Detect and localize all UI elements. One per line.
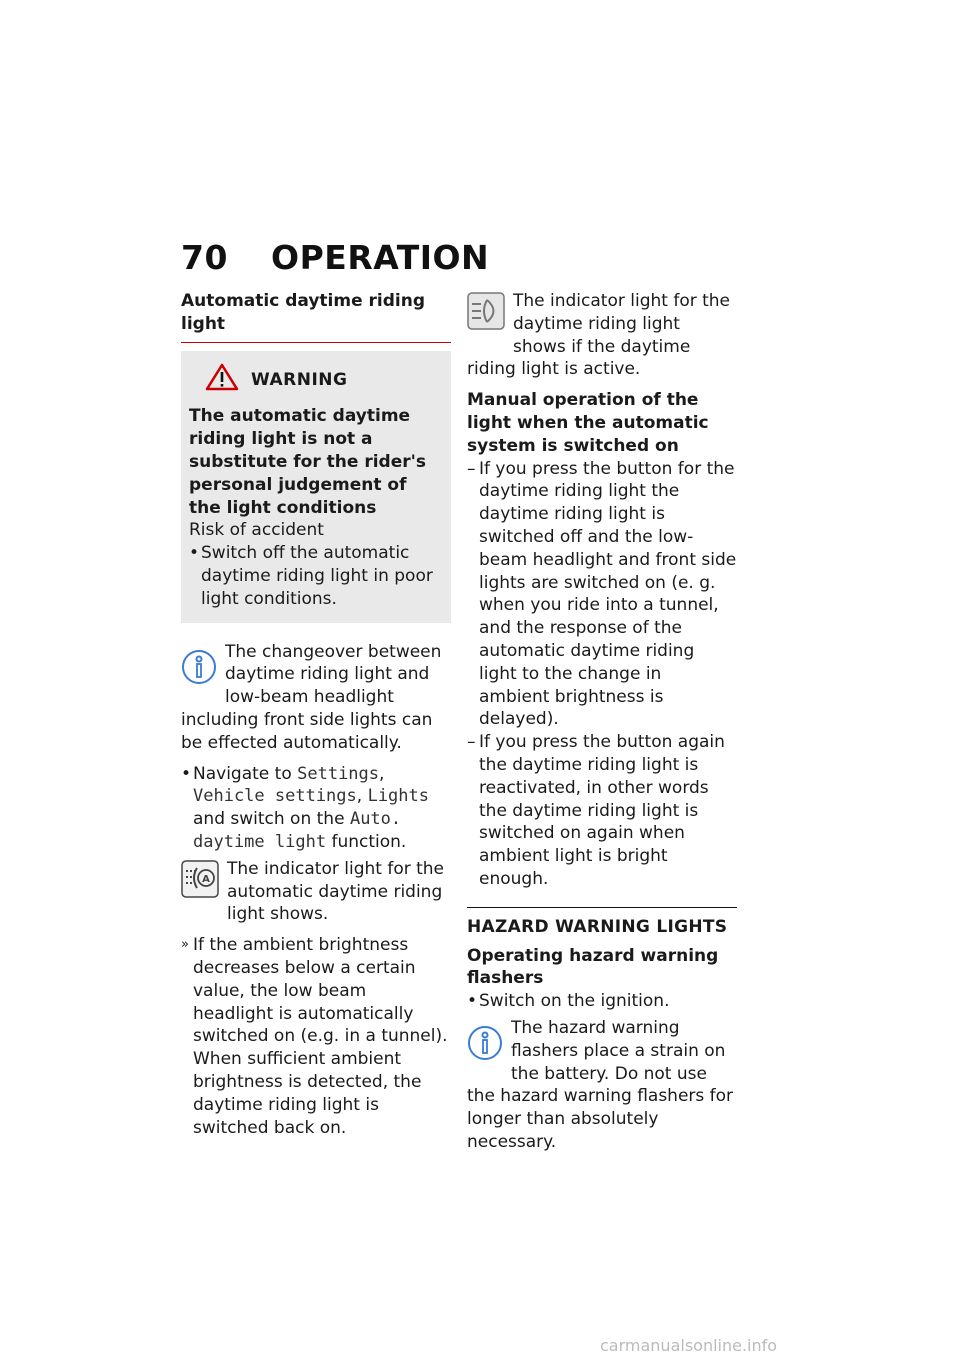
hazard-heading: HAZARD WARNING LIGHTS — [467, 907, 737, 939]
daytime-light-heading: Automatic daytime riding light — [181, 290, 451, 343]
hazard-info-note — [467, 1017, 737, 1154]
auto-indicator-note — [181, 858, 451, 926]
auto-daytime-light-icon — [181, 860, 219, 905]
indicator-note — [467, 290, 737, 381]
dash-item-1: – If you press the button for the daytime riding light the daytime riding light is switched off and the low-beam headlight and front side lights are switched on (e. g. when you ride into a tunnel, and the response of the automatic daytime riding light to the change in ambient brightness is delayed). — [467, 458, 737, 730]
result-text: If the ambient brightness decreases below a certain value, the low beam headlight is automatically switched on (e.g. in a tunnel). When sufficient ambient brightness is detected, the daytime riding light is switched back on. — [193, 935, 448, 1138]
watermark: carmanualsonline.info — [600, 1336, 778, 1355]
dash-text-2: If you press the button again the daytime riding light is reactivated, in other words the daytime riding light is switched on again when ambient light is bright enough. — [479, 732, 725, 889]
page-header — [181, 238, 737, 277]
dash-item-2: – If you press the button again the daytime riding light is reactivated, in other words the daytime riding light is switched on again when ambient light is bright enough. — [467, 731, 737, 891]
info-note — [181, 641, 451, 755]
manual-operation-heading: Manual operation of the light when the automatic system is switched on — [467, 390, 709, 456]
info-icon — [181, 649, 217, 692]
warning-bullet: • Switch off the automatic daytime riding light in poor light conditions. — [189, 542, 443, 610]
warning-label: WARNING — [251, 369, 348, 390]
navigate-step: • Navigate to Settings, Vehicle settings, Lights and switch on the Auto. daytime light function. — [181, 763, 429, 852]
menu-settings: Settings — [297, 763, 380, 784]
right-column — [467, 290, 737, 1162]
indicator-text: The indicator light for the daytime riding light shows if the daytime riding light is active. — [467, 291, 731, 380]
section-title: OPERATION — [271, 238, 490, 277]
hazard-step-text: Switch on the ignition. — [479, 991, 670, 1012]
hazard-subheading: Operating hazard warning flashers — [467, 945, 719, 989]
page-number: 70 — [181, 238, 228, 277]
hazard-step: • Switch on the ignition. — [467, 990, 737, 1013]
left-column — [181, 290, 451, 1139]
warning-bullet-text: Switch off the automatic daytime riding light in poor light conditions. — [201, 543, 433, 609]
menu-auto-daytime-light: Auto. daytime light — [193, 809, 402, 852]
warning-risk: Risk of accident — [189, 520, 324, 541]
nav-prefix: Navigate to — [193, 763, 298, 784]
hazard-info-text: The hazard warning flashers place a strain on the battery. Do not use the hazard warning flashers for longer than absolutely necessary. — [467, 1017, 734, 1152]
menu-vehicle-settings: Vehicle settings — [193, 786, 357, 807]
nav-mid: and switch on the — [193, 809, 350, 830]
warning-title: The automatic daytime riding light is not a substitute for the rider's personal judgement of the light conditions — [189, 406, 426, 518]
warning-header — [205, 363, 443, 398]
result-item: » If the ambient brightness decreases below a certain value, the low beam headlight is automatically switched on (e.g. in a tunnel). When sufficient ambient brightness is detected, the daytime riding light is switched back on. — [181, 934, 451, 1139]
auto-indicator-text: The indicator light for the automatic daytime riding light shows. — [227, 858, 445, 925]
warning-triangle-icon — [205, 363, 239, 398]
info-icon — [467, 1025, 503, 1068]
svg-text:A: A — [202, 873, 210, 885]
dash-text-1: If you press the button for the daytime riding light the daytime riding light is switched off and the low-beam headlight and front side lights are switched on (e. g. when you ride into a tunnel, and the response of the automatic daytime riding light to the change in ambient brightness is delayed). — [479, 458, 737, 730]
warning-box — [181, 351, 451, 623]
info-text: The changeover between daytime riding light and low-beam headlight including front side lights can be effected automatically. — [181, 641, 442, 753]
daytime-light-icon — [467, 292, 505, 337]
nav-sep1: , — [379, 763, 385, 784]
menu-lights: Lights — [367, 786, 429, 807]
nav-sep2: , — [356, 786, 363, 807]
nav-end: function. — [326, 831, 407, 852]
